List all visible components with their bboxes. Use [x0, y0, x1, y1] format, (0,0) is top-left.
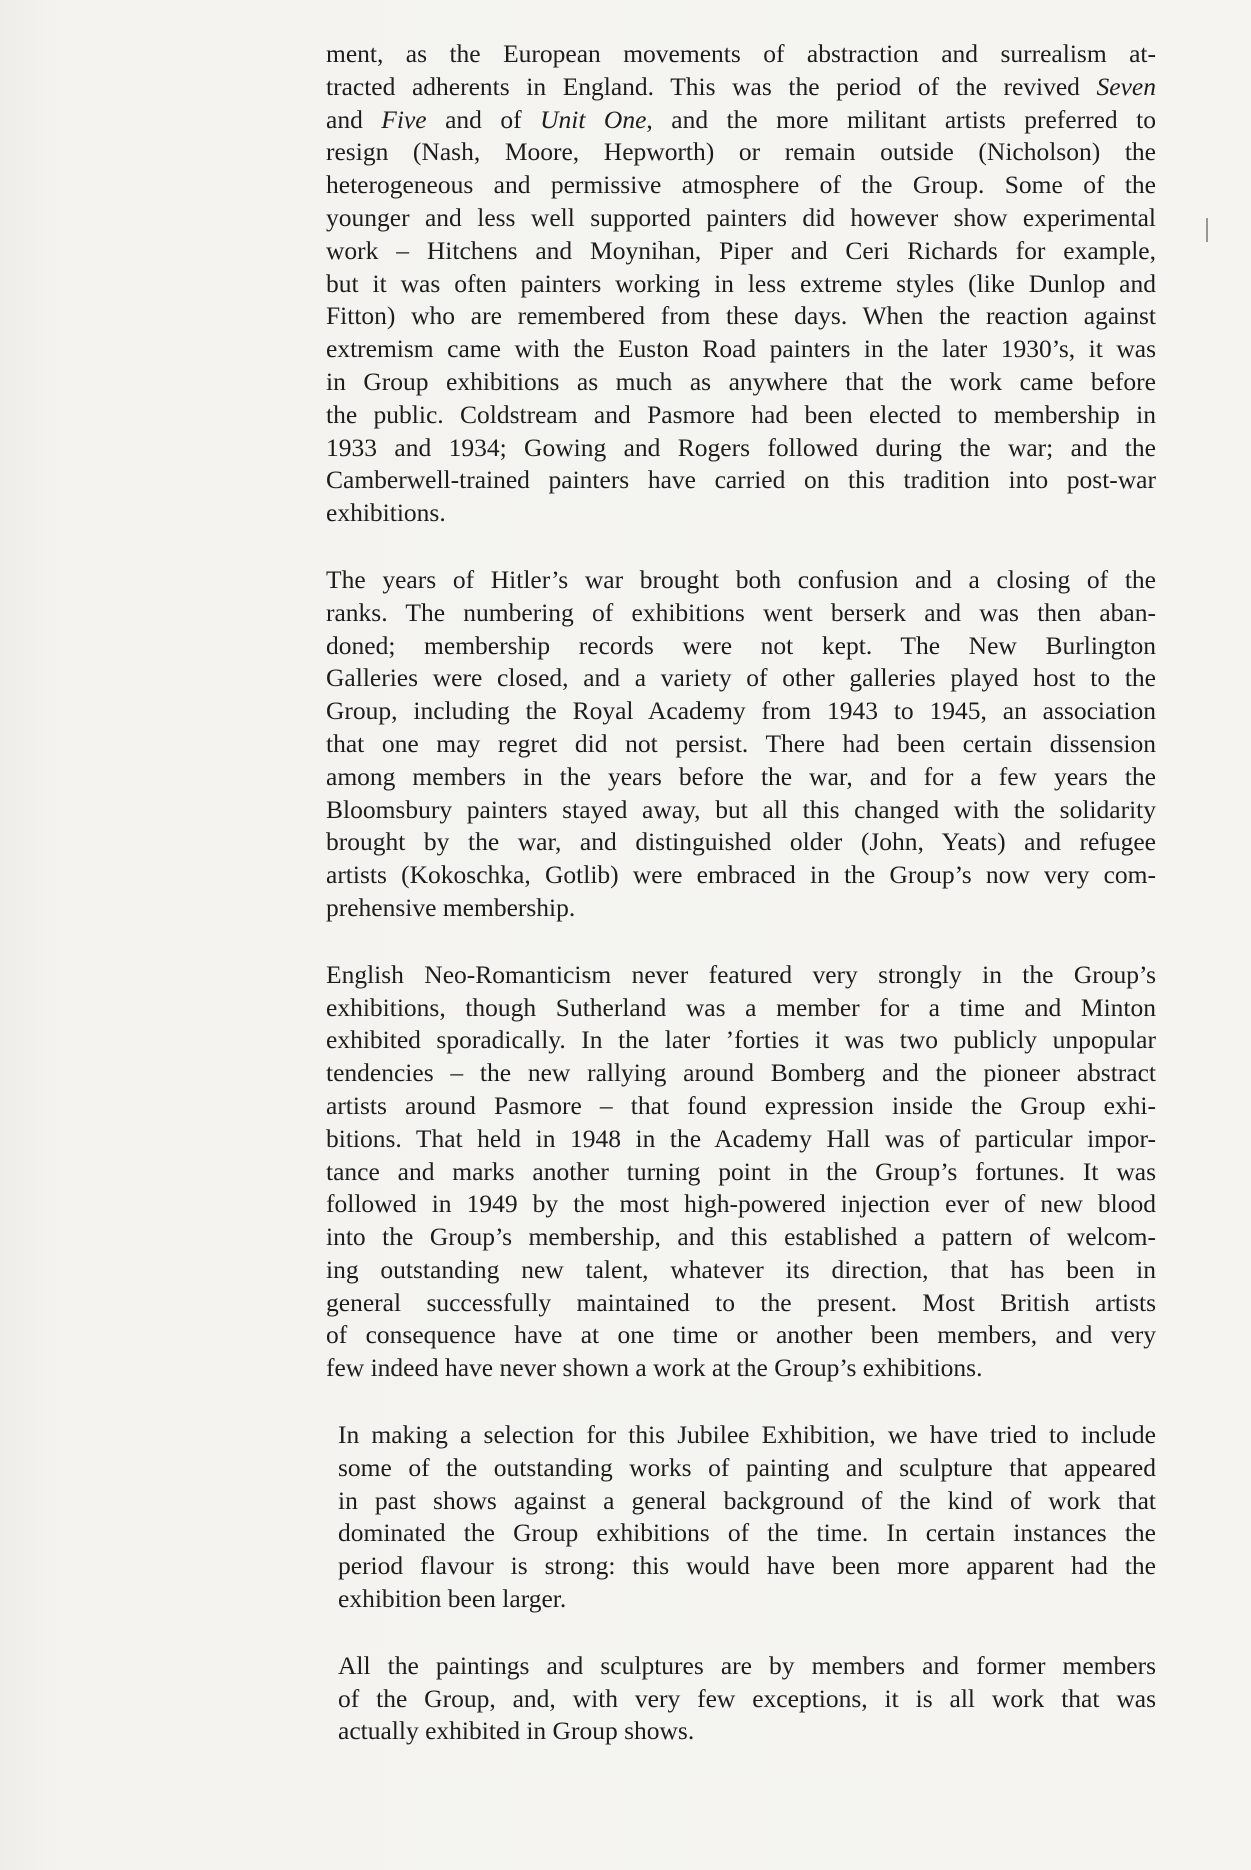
text-line: period flavour is strong: this would have been more apparent had the [338, 1551, 1156, 1581]
text-line: artists around Pasmore – that found expression inside the Group exhi- [326, 1090, 1156, 1120]
text-line: prehensive membership. [326, 892, 576, 922]
text-line: ranks. The numbering of exhibitions went berserk and was then aban- [326, 597, 1156, 627]
paragraph-2 [326, 564, 1156, 925]
paragraph-5 [326, 1650, 1156, 1748]
text-line: in Group exhibitions as much as anywhere that the work came before [326, 366, 1156, 396]
text-line: 1933 and 1934; Gowing and Rogers followed during the war; and the [326, 432, 1156, 462]
text-line: tendencies – the new rallying around Bomberg and the pioneer abstract [326, 1058, 1156, 1088]
text-line: All the paintings and sculptures are by members and former members [338, 1650, 1156, 1680]
text-line: among members in the years before the war, and for a few years the [326, 761, 1156, 791]
text-line: dominated the Group exhibitions of the time. In certain instances the [338, 1518, 1156, 1548]
text-line: actually exhibited in Group shows. [338, 1716, 695, 1746]
text-line: of consequence have at one time or another been members, and very [326, 1320, 1156, 1350]
text-line: brought by the war, and distinguished older (John, Yeats) and refugee [326, 827, 1156, 857]
text-line: bitions. That held in 1948 in the Academy Hall was of particular impor- [326, 1123, 1156, 1153]
text-line: Camberwell-trained painters have carried on this tradition into post-war [326, 465, 1156, 495]
text-line: Bloomsbury painters stayed away, but all this changed with the solidarity [326, 794, 1156, 824]
text-line: In making a selection for this Jubilee Exhibition, we have tried to include [338, 1420, 1156, 1450]
text-line: work – Hitchens and Moynihan, Piper and Ceri Richards for example, [326, 235, 1156, 265]
text-line: doned; membership records were not kept. The New Burlington [326, 630, 1156, 660]
text-line: exhibition been larger. [338, 1584, 567, 1614]
text-line: artists (Kokoschka, Gotlib) were embraced in the Group’s now very com- [326, 860, 1156, 890]
text-line: but it was often painters working in less extreme styles (like Dunlop and [326, 268, 1156, 298]
text-line: Group, including the Royal Academy from 1943 to 1945, an association [326, 696, 1156, 726]
text-line: exhibitions. [326, 498, 446, 528]
text-line: in past shows against a general background of the kind of work that [338, 1485, 1156, 1515]
text-line: Galleries were closed, and a variety of other galleries played host to the [326, 663, 1156, 693]
text-line: the public. Coldstream and Pasmore had been elected to membership in [326, 399, 1156, 429]
text-line: The years of Hitler’s war brought both confusion and a closing of the [326, 564, 1156, 594]
text-line: extremism came with the Euston Road painters in the later 1930’s, it was [326, 334, 1156, 364]
text-line: and Five and of Unit One, and the more militant artists preferred to [326, 104, 1156, 134]
text-line: that one may regret did not persist. There had been certain dissension [326, 728, 1156, 758]
text-line: exhibitions, though Sutherland was a member for a time and Minton [326, 992, 1156, 1022]
paragraph-1 [326, 38, 1156, 530]
text-line: Fitton) who are remembered from these days. When the reaction against [326, 301, 1156, 331]
text-line: English Neo-Romanticism never featured very strongly in the Group’s [326, 959, 1156, 989]
text-line: tance and marks another turning point in the Group’s fortunes. It was [326, 1156, 1156, 1186]
text-column [326, 38, 1156, 1782]
paragraph-4 [326, 1419, 1156, 1616]
text-line: tracted adherents in England. This was the period of the revived Seven [326, 71, 1156, 101]
text-line: younger and less well supported painters did however show experimental [326, 202, 1156, 232]
text-line: some of the outstanding works of painting and sculpture that appeared [338, 1452, 1156, 1482]
text-line: resign (Nash, Moore, Hepworth) or remain outside (Nicholson) the [326, 137, 1156, 167]
paragraph-3 [326, 959, 1156, 1385]
text-line: of the Group, and, with very few exceptions, it is all work that was [338, 1683, 1156, 1713]
text-line: into the Group’s membership, and this established a pattern of welcom- [326, 1222, 1156, 1252]
page-edge-mark [1206, 218, 1208, 242]
text-line: heterogeneous and permissive atmosphere of the Group. Some of the [326, 170, 1156, 200]
text-line: ing outstanding new talent, whatever its direction, that has been in [326, 1254, 1156, 1284]
text-line: general successfully maintained to the present. Most British artists [326, 1287, 1156, 1317]
text-line: ment, as the European movements of abstraction and surrealism at- [326, 39, 1156, 68]
text-line: few indeed have never shown a work at the Group’s exhibitions. [326, 1353, 983, 1383]
text-line: exhibited sporadically. In the later ’forties it was two publicly unpopular [326, 1025, 1156, 1055]
text-line: followed in 1949 by the most high-powered injection ever of new blood [326, 1189, 1156, 1219]
